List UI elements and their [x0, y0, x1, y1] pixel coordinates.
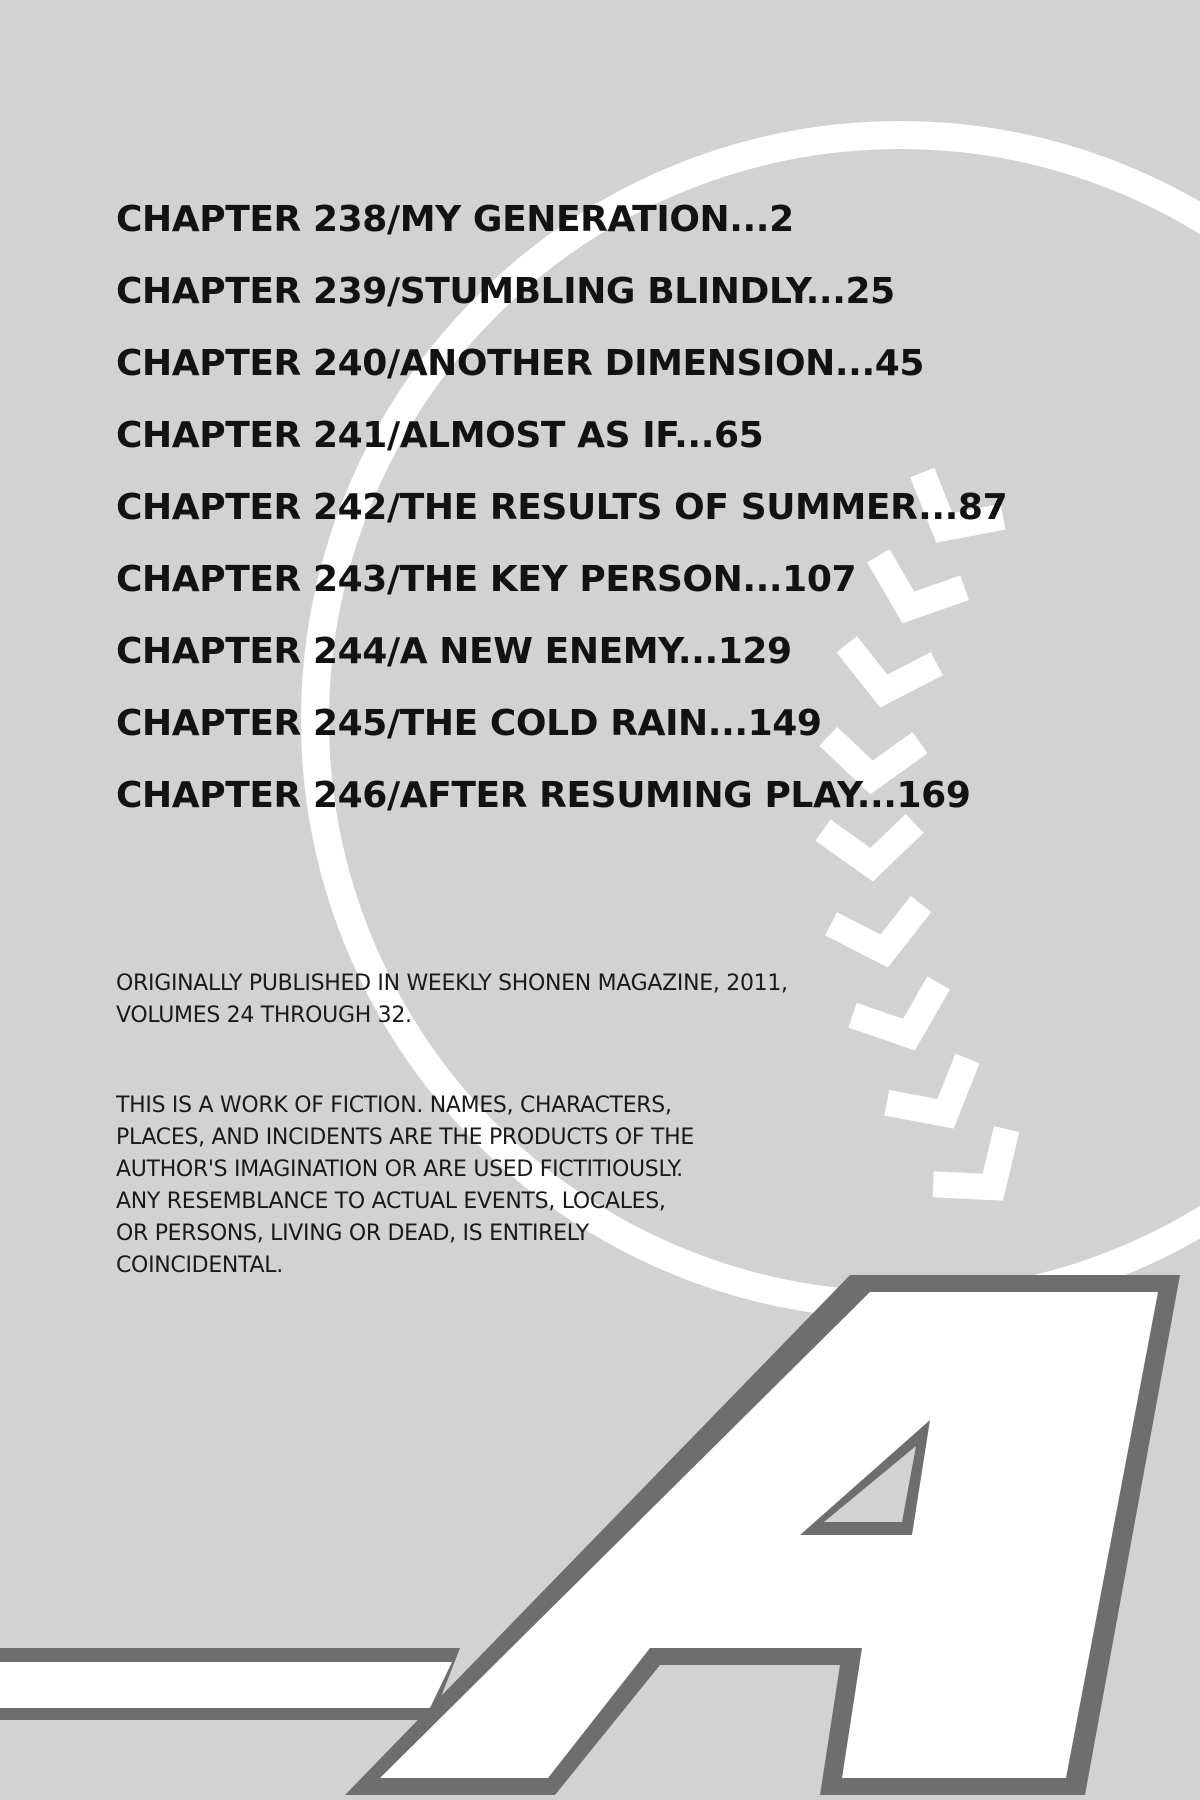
disclaimer-line: AUTHOR'S IMAGINATION OR ARE USED FICTITIOUSLY. [116, 1157, 683, 1182]
logo-a-icon [0, 1275, 1180, 1795]
chapter-entry: CHAPTER 238/MY GENERATION...2 [116, 199, 794, 240]
seam-stitch [831, 904, 921, 951]
chapter-entry: CHAPTER 242/THE RESULTS OF SUMMER...87 [116, 487, 1008, 528]
publication-note-line: VOLUMES 24 THROUGH 32. [116, 1003, 412, 1028]
disclaimer-line: THIS IS A WORK OF FICTION. NAMES, CHARACTERS, [116, 1093, 672, 1118]
publication-note [116, 968, 936, 1032]
fiction-disclaimer [116, 1090, 936, 1282]
disclaimer-line: ANY RESEMBLANCE TO ACTUAL EVENTS, LOCALES, [116, 1189, 666, 1214]
disclaimer-line: OR PERSONS, LIVING OR DEAD, IS ENTIRELY [116, 1221, 589, 1246]
chapter-entry: CHAPTER 239/STUMBLING BLINDLY...25 [116, 271, 895, 312]
publication-note-line: ORIGINALLY PUBLISHED IN WEEKLY SHONEN MAGAZINE, 2011, [116, 971, 788, 996]
table-of-contents [116, 199, 1008, 850]
chapter-entry: CHAPTER 243/THE KEY PERSON...107 [116, 559, 857, 600]
chapter-entry: CHAPTER 244/A NEW ENEMY...129 [116, 631, 792, 672]
chapter-entry: CHAPTER 241/ALMOST AS IF...65 [116, 415, 764, 456]
seam-stitch [933, 1129, 1007, 1187]
disclaimer-line: COINCIDENTAL. [116, 1253, 283, 1278]
disclaimer-line: PLACES, AND INCIDENTS ARE THE PRODUCTS OF THE [116, 1125, 694, 1150]
chapter-entry: CHAPTER 240/ANOTHER DIMENSION...45 [116, 343, 925, 384]
chapter-entry: CHAPTER 246/AFTER RESUMING PLAY...169 [116, 775, 971, 816]
chapter-entry: CHAPTER 245/THE COLD RAIN...149 [116, 703, 822, 744]
